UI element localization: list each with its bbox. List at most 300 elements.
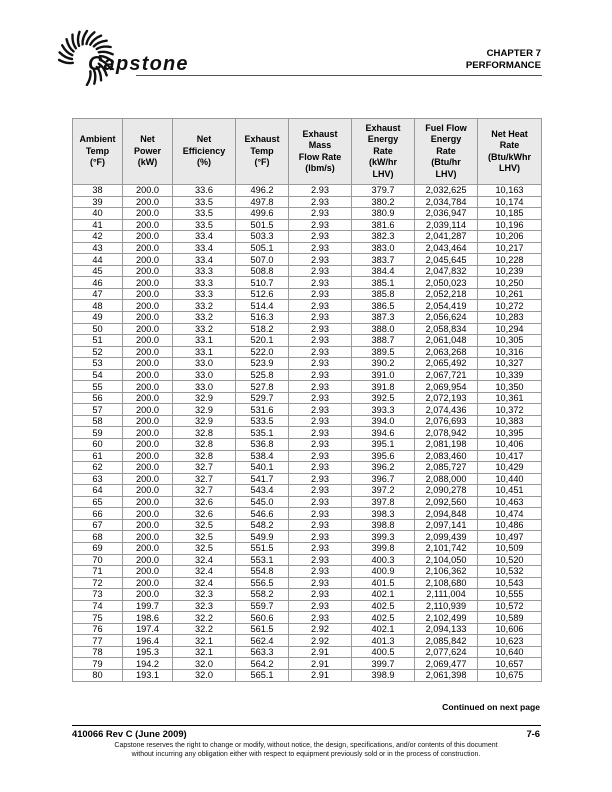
cell-fuel-flow-energy-rate: 2,092,560 [415,496,478,508]
column-header-line: (kW/hr [369,157,397,168]
cell-exhaust-energy-rate: 388.0 [352,323,415,335]
column-header-exhaust-mass-flow [289,119,352,185]
cell-net-efficiency: 32.9 [173,404,236,416]
cell-fuel-flow-energy-rate: 2,039,114 [415,219,478,231]
cell-fuel-flow-energy-rate: 2,101,742 [415,542,478,554]
column-header-line: Exhaust [244,134,280,145]
cell-exhaust-mass-flow: 2.93 [289,219,352,231]
column-header-exhaust-temp [236,119,289,185]
cell-exhaust-mass-flow: 2.93 [289,427,352,439]
cell-exhaust-energy-rate: 394.6 [352,427,415,439]
cell-net-power: 200.0 [123,300,173,312]
cell-exhaust-mass-flow: 2.93 [289,335,352,347]
cell-net-heat-rate: 10,361 [478,392,542,404]
cell-exhaust-temp: 520.1 [236,335,289,347]
cell-exhaust-energy-rate: 382.3 [352,231,415,243]
cell-exhaust-temp: 538.4 [236,450,289,462]
cell-fuel-flow-energy-rate: 2,041,287 [415,231,478,243]
cell-net-efficiency: 32.1 [173,646,236,658]
cell-net-power: 200.0 [123,462,173,474]
cell-ambient-temp: 65 [73,496,123,508]
cell-fuel-flow-energy-rate: 2,069,477 [415,658,478,670]
cell-exhaust-mass-flow: 2.91 [289,669,352,681]
cell-fuel-flow-energy-rate: 2,076,693 [415,415,478,427]
cell-net-heat-rate: 10,451 [478,485,542,497]
column-header-line: (lbm/s) [305,162,335,173]
cell-net-efficiency: 33.3 [173,288,236,300]
cell-exhaust-mass-flow: 2.93 [289,312,352,324]
cell-exhaust-temp: 497.8 [236,196,289,208]
cell-exhaust-energy-rate: 393.3 [352,404,415,416]
cell-net-efficiency: 32.0 [173,658,236,670]
cell-fuel-flow-energy-rate: 2,043,464 [415,242,478,254]
cell-net-power: 200.0 [123,531,173,543]
cell-exhaust-energy-rate: 383.0 [352,242,415,254]
cell-fuel-flow-energy-rate: 2,111,004 [415,589,478,601]
table-row [73,219,542,231]
table-row [73,496,542,508]
cell-exhaust-mass-flow: 2.93 [289,277,352,289]
cell-fuel-flow-energy-rate: 2,099,439 [415,531,478,543]
cell-net-heat-rate: 10,606 [478,623,542,635]
cell-exhaust-temp: 548.2 [236,519,289,531]
table-row [73,185,542,197]
cell-net-power: 200.0 [123,485,173,497]
cell-ambient-temp: 61 [73,450,123,462]
cell-net-heat-rate: 10,497 [478,531,542,543]
cell-ambient-temp: 38 [73,185,123,197]
cell-ambient-temp: 75 [73,612,123,624]
cell-net-heat-rate: 10,228 [478,254,542,266]
cell-ambient-temp: 44 [73,254,123,266]
cell-net-power: 200.0 [123,415,173,427]
cell-net-power: 200.0 [123,335,173,347]
cell-exhaust-temp: 556.5 [236,577,289,589]
table-row [73,346,542,358]
column-header-line: LHV) [499,162,520,173]
table-row [73,208,542,220]
cell-exhaust-energy-rate: 399.8 [352,542,415,554]
cell-net-heat-rate: 10,327 [478,358,542,370]
cell-net-efficiency: 33.5 [173,196,236,208]
table-row [73,415,542,427]
cell-exhaust-mass-flow: 2.93 [289,415,352,427]
cell-net-heat-rate: 10,589 [478,612,542,624]
table-row [73,323,542,335]
cell-exhaust-temp: 529.7 [236,392,289,404]
table-row [73,450,542,462]
cell-net-power: 200.0 [123,277,173,289]
cell-net-power: 200.0 [123,566,173,578]
cell-ambient-temp: 47 [73,288,123,300]
cell-fuel-flow-energy-rate: 2,045,645 [415,254,478,266]
cell-net-efficiency: 33.3 [173,265,236,277]
cell-net-power: 200.0 [123,208,173,220]
cell-net-efficiency: 32.8 [173,450,236,462]
table-row [73,577,542,589]
cell-ambient-temp: 74 [73,600,123,612]
cell-fuel-flow-energy-rate: 2,106,362 [415,566,478,578]
cell-fuel-flow-energy-rate: 2,067,721 [415,369,478,381]
cell-exhaust-energy-rate: 380.9 [352,208,415,220]
cell-ambient-temp: 66 [73,508,123,520]
cell-net-heat-rate: 10,555 [478,589,542,601]
cell-fuel-flow-energy-rate: 2,085,842 [415,635,478,647]
cell-ambient-temp: 41 [73,219,123,231]
cell-exhaust-mass-flow: 2.93 [289,612,352,624]
cell-exhaust-energy-rate: 402.5 [352,612,415,624]
column-header-line: Rate [499,140,520,151]
cell-net-efficiency: 32.6 [173,496,236,508]
cell-exhaust-temp: 527.8 [236,381,289,393]
cell-exhaust-temp: 545.0 [236,496,289,508]
cell-ambient-temp: 42 [73,231,123,243]
cell-exhaust-temp: 546.6 [236,508,289,520]
cell-net-heat-rate: 10,196 [478,219,542,231]
cell-exhaust-mass-flow: 2.93 [289,554,352,566]
column-header-line: Rate [436,145,456,156]
cell-net-heat-rate: 10,440 [478,473,542,485]
table-row [73,473,542,485]
cell-net-power: 200.0 [123,554,173,566]
cell-net-power: 200.0 [123,577,173,589]
cell-exhaust-energy-rate: 390.2 [352,358,415,370]
cell-net-heat-rate: 10,272 [478,300,542,312]
table-header-row [73,119,542,185]
cell-exhaust-temp: 536.8 [236,439,289,451]
cell-exhaust-energy-rate: 383.7 [352,254,415,266]
cell-exhaust-mass-flow: 2.93 [289,369,352,381]
table-row [73,242,542,254]
column-header-line: Net [196,134,212,145]
cell-exhaust-mass-flow: 2.93 [289,196,352,208]
column-header-ambient-temp [73,119,123,185]
cell-net-efficiency: 32.7 [173,462,236,474]
cell-exhaust-temp: 558.2 [236,589,289,601]
cell-fuel-flow-energy-rate: 2,077,624 [415,646,478,658]
column-header-line: Temp [85,145,110,156]
table-row [73,439,542,451]
cell-exhaust-temp: 549.9 [236,531,289,543]
cell-exhaust-temp: 505.1 [236,242,289,254]
cell-net-power: 200.0 [123,242,173,254]
cell-exhaust-energy-rate: 395.1 [352,439,415,451]
cell-exhaust-energy-rate: 391.0 [352,369,415,381]
cell-fuel-flow-energy-rate: 2,052,218 [415,288,478,300]
cell-net-heat-rate: 10,383 [478,415,542,427]
cell-fuel-flow-energy-rate: 2,081,198 [415,439,478,451]
cell-exhaust-energy-rate: 396.7 [352,473,415,485]
cell-exhaust-temp: 518.2 [236,323,289,335]
footer-divider [72,725,541,726]
column-header-line: (kW) [137,157,158,168]
cell-exhaust-temp: 559.7 [236,600,289,612]
cell-net-power: 200.0 [123,496,173,508]
cell-net-efficiency: 32.5 [173,531,236,543]
column-header-net-efficiency [173,119,236,185]
cell-exhaust-mass-flow: 2.93 [289,589,352,601]
column-header-line: (°F) [254,157,270,168]
cell-fuel-flow-energy-rate: 2,058,834 [415,323,478,335]
disclaimer-line: without incurring any obligation either with respect to equipment previously sold or in the process of construction. [131,751,481,759]
cell-exhaust-mass-flow: 2.93 [289,300,352,312]
table-row [73,265,542,277]
column-header-line: Fuel Flow [425,122,467,133]
cell-exhaust-mass-flow: 2.93 [289,600,352,612]
cell-exhaust-temp: 499.6 [236,208,289,220]
disclaimer [72,741,540,760]
cell-net-power: 200.0 [123,231,173,243]
cell-exhaust-mass-flow: 2.93 [289,208,352,220]
cell-net-power: 200.0 [123,265,173,277]
document-id: 410066 Rev C (June 2009) [72,728,187,739]
cell-exhaust-temp: 540.1 [236,462,289,474]
cell-exhaust-temp: 512.6 [236,288,289,300]
cell-net-heat-rate: 10,250 [478,277,542,289]
cell-net-power: 199.7 [123,600,173,612]
cell-ambient-temp: 43 [73,242,123,254]
cell-fuel-flow-energy-rate: 2,047,832 [415,265,478,277]
cell-net-heat-rate: 10,623 [478,635,542,647]
table-row [73,658,542,670]
cell-net-efficiency: 33.2 [173,323,236,335]
cell-exhaust-temp: 496.2 [236,185,289,197]
cell-net-efficiency: 32.3 [173,600,236,612]
cell-fuel-flow-energy-rate: 2,085,727 [415,462,478,474]
cell-net-efficiency: 33.4 [173,242,236,254]
cell-ambient-temp: 39 [73,196,123,208]
cell-exhaust-temp: 563.3 [236,646,289,658]
cell-fuel-flow-energy-rate: 2,050,023 [415,277,478,289]
cell-net-heat-rate: 10,543 [478,577,542,589]
cell-exhaust-energy-rate: 399.7 [352,658,415,670]
page-number: 7-6 [526,728,540,739]
cell-ambient-temp: 51 [73,335,123,347]
cell-exhaust-mass-flow: 2.93 [289,358,352,370]
cell-net-efficiency: 33.2 [173,300,236,312]
cell-exhaust-energy-rate: 398.3 [352,508,415,520]
cell-net-power: 200.0 [123,219,173,231]
cell-exhaust-energy-rate: 387.3 [352,312,415,324]
cell-fuel-flow-energy-rate: 2,110,939 [415,600,478,612]
cell-net-power: 195.3 [123,646,173,658]
cell-exhaust-temp: 507.0 [236,254,289,266]
cell-exhaust-mass-flow: 2.93 [289,450,352,462]
cell-ambient-temp: 62 [73,462,123,474]
table-body [73,185,542,682]
cell-exhaust-mass-flow: 2.93 [289,404,352,416]
column-header-line: Power [133,145,161,156]
cell-ambient-temp: 55 [73,381,123,393]
cell-net-heat-rate: 10,163 [478,185,542,197]
cell-net-heat-rate: 10,429 [478,462,542,474]
cell-net-efficiency: 32.9 [173,415,236,427]
cell-exhaust-mass-flow: 2.93 [289,462,352,474]
cell-ambient-temp: 40 [73,208,123,220]
cell-exhaust-energy-rate: 402.5 [352,600,415,612]
column-header-line: Net [140,134,155,145]
cell-exhaust-temp: 510.7 [236,277,289,289]
cell-exhaust-mass-flow: 2.93 [289,577,352,589]
table-row [73,589,542,601]
chapter-title: PERFORMANCE [465,60,541,71]
cell-net-efficiency: 32.1 [173,635,236,647]
cell-fuel-flow-energy-rate: 2,069,954 [415,381,478,393]
table-row [73,369,542,381]
cell-exhaust-energy-rate: 395.6 [352,450,415,462]
cell-exhaust-energy-rate: 398.8 [352,519,415,531]
cell-exhaust-temp: 508.8 [236,265,289,277]
table-row [73,554,542,566]
cell-net-heat-rate: 10,417 [478,450,542,462]
cell-fuel-flow-energy-rate: 2,065,492 [415,358,478,370]
cell-ambient-temp: 49 [73,312,123,324]
cell-exhaust-energy-rate: 385.1 [352,277,415,289]
cell-ambient-temp: 70 [73,554,123,566]
cell-exhaust-mass-flow: 2.93 [289,496,352,508]
cell-exhaust-mass-flow: 2.92 [289,623,352,635]
cell-fuel-flow-energy-rate: 2,083,460 [415,450,478,462]
cell-exhaust-temp: 516.3 [236,312,289,324]
cell-ambient-temp: 60 [73,439,123,451]
cell-exhaust-temp: 553.1 [236,554,289,566]
table-row [73,392,542,404]
table-row [73,462,542,474]
cell-exhaust-energy-rate: 381.6 [352,219,415,231]
cell-exhaust-mass-flow: 2.92 [289,635,352,647]
cell-exhaust-energy-rate: 385.8 [352,288,415,300]
cell-exhaust-temp: 551.5 [236,542,289,554]
cell-exhaust-energy-rate: 392.5 [352,392,415,404]
table-row [73,531,542,543]
cell-exhaust-temp: 562.4 [236,635,289,647]
column-header-line: Rate [373,145,393,156]
cell-net-efficiency: 32.4 [173,554,236,566]
cell-net-power: 200.0 [123,185,173,197]
column-header-line: Efficiency [182,145,226,156]
column-header-line: Exhaust [365,122,401,133]
cell-net-power: 194.2 [123,658,173,670]
cell-fuel-flow-energy-rate: 2,102,499 [415,612,478,624]
table-row [73,381,542,393]
cell-net-efficiency: 32.5 [173,542,236,554]
cell-net-heat-rate: 10,339 [478,369,542,381]
cell-exhaust-temp: 541.7 [236,473,289,485]
cell-exhaust-mass-flow: 2.93 [289,346,352,358]
cell-exhaust-mass-flow: 2.93 [289,508,352,520]
cell-ambient-temp: 77 [73,635,123,647]
cell-net-heat-rate: 10,217 [478,242,542,254]
cell-exhaust-temp: 561.5 [236,623,289,635]
cell-ambient-temp: 63 [73,473,123,485]
table-row [73,669,542,681]
cell-exhaust-energy-rate: 397.2 [352,485,415,497]
table-row [73,300,542,312]
cell-net-heat-rate: 10,520 [478,554,542,566]
cell-net-power: 200.0 [123,254,173,266]
cell-net-power: 200.0 [123,196,173,208]
cell-ambient-temp: 76 [73,623,123,635]
cell-net-efficiency: 32.2 [173,612,236,624]
cell-exhaust-energy-rate: 388.7 [352,335,415,347]
cell-fuel-flow-energy-rate: 2,056,624 [415,312,478,324]
cell-fuel-flow-energy-rate: 2,104,050 [415,554,478,566]
cell-net-heat-rate: 10,174 [478,196,542,208]
cell-net-efficiency: 33.2 [173,312,236,324]
cell-exhaust-energy-rate: 389.5 [352,346,415,358]
cell-exhaust-mass-flow: 2.93 [289,519,352,531]
cell-exhaust-energy-rate: 401.3 [352,635,415,647]
cell-net-efficiency: 33.1 [173,346,236,358]
cell-exhaust-energy-rate: 402.1 [352,623,415,635]
column-header-line: (%) [197,157,211,168]
cell-net-efficiency: 32.2 [173,623,236,635]
cell-exhaust-mass-flow: 2.93 [289,185,352,197]
cell-exhaust-mass-flow: 2.93 [289,381,352,393]
cell-exhaust-mass-flow: 2.91 [289,658,352,670]
cell-exhaust-mass-flow: 2.93 [289,288,352,300]
cell-ambient-temp: 59 [73,427,123,439]
cell-ambient-temp: 71 [73,566,123,578]
cell-ambient-temp: 72 [73,577,123,589]
cell-net-heat-rate: 10,316 [478,346,542,358]
cell-net-power: 196.4 [123,635,173,647]
cell-exhaust-energy-rate: 398.9 [352,669,415,681]
column-header-line: Net Heat [491,128,528,139]
cell-net-heat-rate: 10,532 [478,566,542,578]
cell-net-efficiency: 32.0 [173,669,236,681]
cell-ambient-temp: 57 [73,404,123,416]
cell-ambient-temp: 64 [73,485,123,497]
cell-net-heat-rate: 10,305 [478,335,542,347]
cell-exhaust-temp: 564.2 [236,658,289,670]
cell-net-efficiency: 32.6 [173,508,236,520]
cell-net-power: 200.0 [123,346,173,358]
cell-net-power: 200.0 [123,381,173,393]
cell-exhaust-energy-rate: 402.1 [352,589,415,601]
cell-net-power: 200.0 [123,312,173,324]
column-header-line: LHV) [372,168,394,179]
table-row [73,277,542,289]
table-row [73,542,542,554]
cell-net-efficiency: 32.3 [173,589,236,601]
cell-exhaust-mass-flow: 2.93 [289,392,352,404]
cell-ambient-temp: 48 [73,300,123,312]
cell-exhaust-mass-flow: 2.93 [289,439,352,451]
cell-net-power: 200.0 [123,427,173,439]
cell-net-heat-rate: 10,239 [478,265,542,277]
column-header-net-heat-rate [478,119,542,185]
table-row [73,623,542,635]
cell-fuel-flow-energy-rate: 2,072,193 [415,392,478,404]
table-row [73,196,542,208]
column-header-line: LHV) [435,168,457,179]
cell-exhaust-temp: 531.6 [236,404,289,416]
cell-exhaust-energy-rate: 379.7 [352,185,415,197]
cell-fuel-flow-energy-rate: 2,054,419 [415,300,478,312]
cell-net-efficiency: 33.5 [173,208,236,220]
cell-net-power: 200.0 [123,473,173,485]
cell-exhaust-mass-flow: 2.93 [289,254,352,266]
cell-net-heat-rate: 10,350 [478,381,542,393]
cell-fuel-flow-energy-rate: 2,088,000 [415,473,478,485]
continued-note: Continued on next page [442,702,540,712]
disclaimer-line: Capstone reserves the right to change or modify, without notice, the design, specifications, and/or contents of this document [114,742,498,749]
cell-net-power: 198.6 [123,612,173,624]
table-row [73,600,542,612]
cell-net-power: 200.0 [123,369,173,381]
performance-table [72,118,542,682]
